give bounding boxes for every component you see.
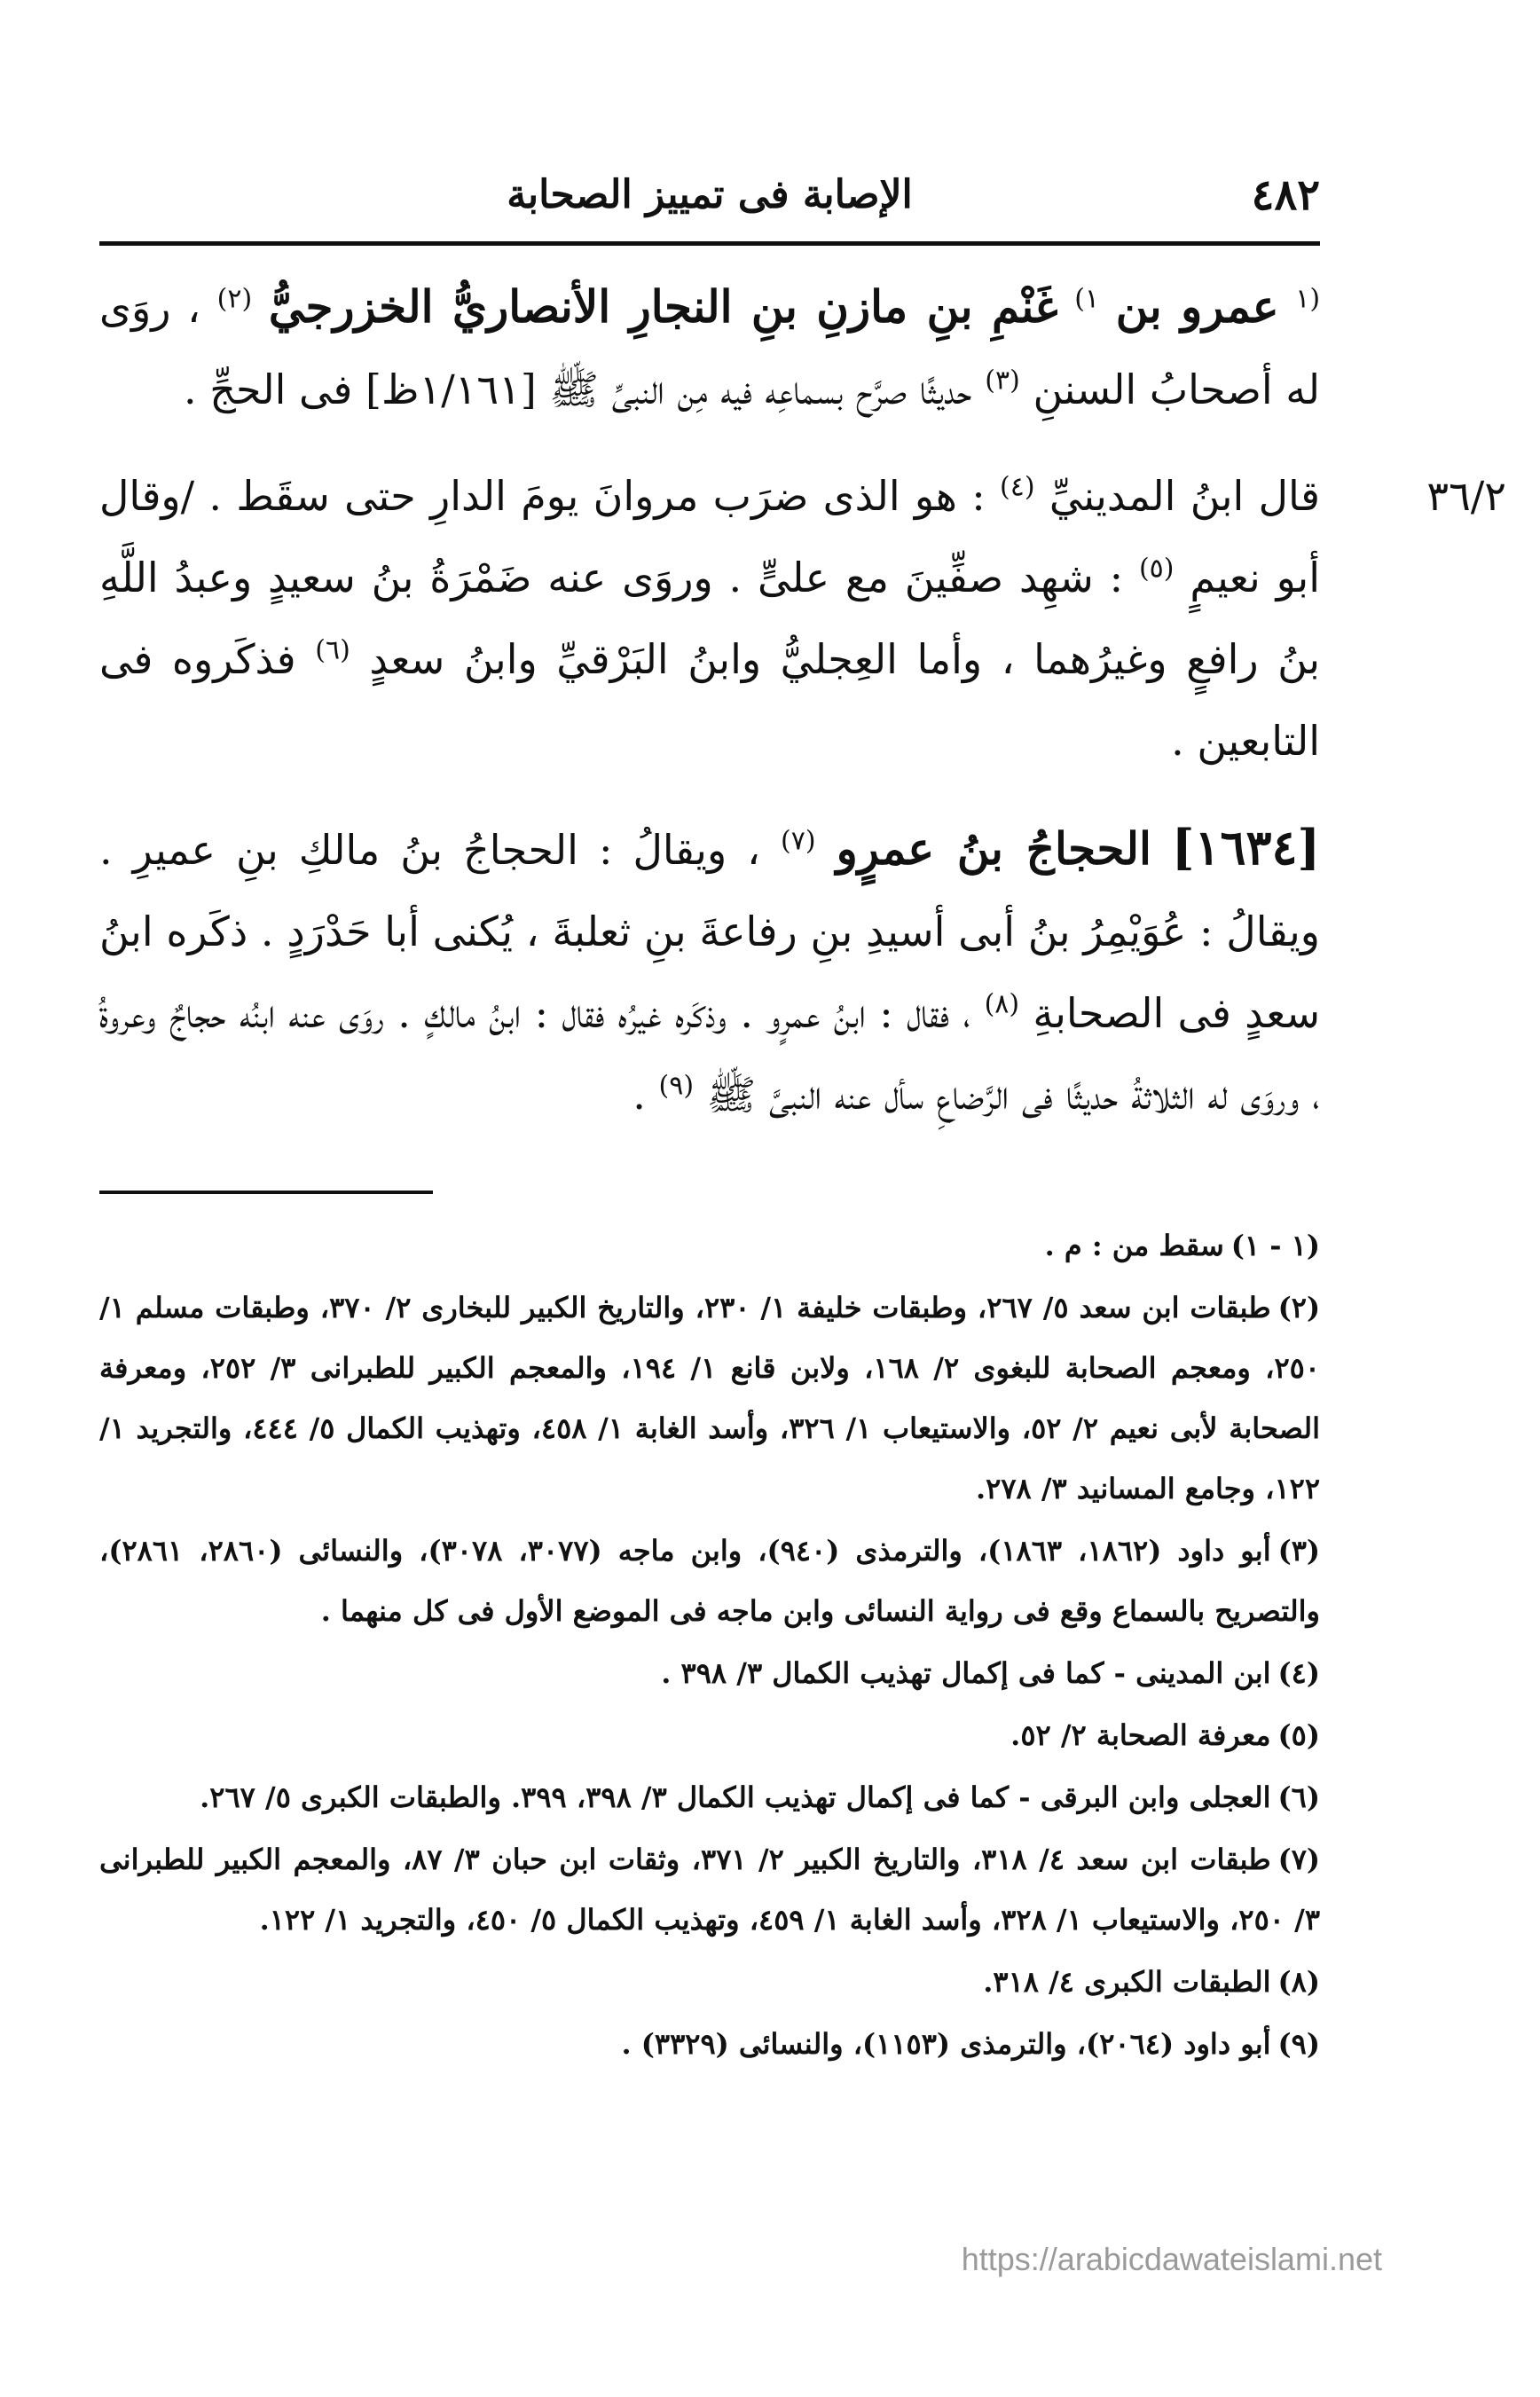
paragraph-text: . [632,1071,646,1119]
footnote [99,1829,1320,1950]
footnote-ref-9: (٩) [658,1070,695,1102]
watermark-url: https://arabicdawateislami.net [961,2241,1382,2277]
footnote-number: (٩) [1277,2027,1320,2061]
footnote-text: طبقات ابن سعد ٤/ ٣١٨، والتاريخ الكبير ٢/ ٣٧١، وثقات ابن حبان ٣/ ٨٧، والمعجم الكبير للطبرانى ٣/ ٢٥٠، والاستيعاب ١/ ٣٢٨، وأسد الغابة ١/ ٤٥٩، وتهذيب الكمال ٥/ ٤٥٠، والتجريد ١/ ١٢٢. [99,1843,1320,1937]
entry-number: [١٦٣٤] [1171,819,1321,876]
paragraph-text: قال ابنُ المدينيِّ [1049,472,1321,520]
footnote-ref-1-open: (١ [1295,283,1321,315]
paragraph-text: : هو الذى ضرَب مروانَ يومَ الدارِ حتى سقَط . /وقال أبو نعيمٍ [99,472,1321,601]
paragraph-text: ، روَى له أصحابُ السننِ [99,284,1320,413]
footnote [99,1767,1320,1827]
footnote-text: أبو داود (٢٠٦٤)، والترمذى (١١٥٣)، والنسائى (٣٣٢٩) . [621,2027,1271,2061]
footnote-text: معرفة الصحابة ٢/ ٥٢. [1010,1718,1271,1752]
footnote-ref-7: (٧) [781,825,816,857]
margin-reference: ٣٦/٢ [1426,472,1506,520]
footnote-ref-2: (٢) [216,283,253,315]
running-header [99,160,1320,231]
footnote [99,1705,1320,1765]
running-title: الإصابة فى تمييز الصحابة [507,172,913,217]
footnote [99,1521,1320,1641]
page-number: ٤٨٢ [1251,170,1320,220]
footnote-text: أبو داود (١٨٦٢، ١٨٦٣)، والترمذى (٩٤٠)، وابن ماجه (٣٠٧٧، ٣٠٧٨)، والنسائى (٢٨٦٠، ٢٨٦١)، والتصريح بالسماع وقع فى رواية النسائى وابن ماجه فى الموضع الأول فى كل منهما . [99,1534,1320,1628]
entry-lemma: الحجاجُ بنُ عمرٍو [836,822,1151,875]
paragraph-text: ، فقال : ابنُ عمرٍو . وذكَره غيرُه فقال : ابنُ مالكٍ . روَى عنه ابنُه حجاجٌ وعروةُ ، وروَى له الثلاثةُ حديثًا فى الرَّضاعِ سأل عنه النبىَّ ﷺ [99,989,1320,1119]
footnote-number: (٨) [1277,1965,1320,1999]
footnote-text: ابن المدينى - كما فى إكمال تهذيب الكمال ٣/ ٣٩٨ . [661,1656,1271,1690]
footnote-ref-6: (٦) [315,634,350,666]
footnote-number: (١ - ١) [1230,1229,1320,1262]
footnote-number: (٧) [1277,1843,1321,1876]
paragraph-ibn-madini [99,455,1506,782]
footnote-text: العجلى وابن البرقى - كما فى إكمال تهذيب الكمال ٣/ ٣٩٨، ٣٩٩. والطبقات الكبرى ٥/ ٢٦٧. [200,1780,1271,1814]
footnote [99,2014,1320,2074]
paragraph-text: : شهِد صفِّينَ مع علىٍّ . وروَى عنه ضَمْرَةُ بنُ سعيدٍ وعبدُ اللَّهِ بنُ رافعٍ وغيرُهما ، وأما العِجليُّ وابنُ البَرْقيِّ وابنُ سعدٍ [99,554,1321,683]
footnote-ref-1-close: ١) [1074,283,1100,315]
footnote [99,1952,1320,2012]
footnote-number: (٣) [1277,1534,1321,1568]
paragraph-text: حديثًا صرَّح بسماعِه فيه مِن النبىِّ ﷺ [١/١٦١ظ] فى الحجِّ . [184,365,972,413]
header-rule [99,241,1320,246]
footnotes [99,1215,1320,2076]
entry-paragraph-hajjaj [99,806,1320,1136]
footnote-ref-5: (٥) [1138,553,1175,585]
paragraph-text: ، ويقالُ : الحجاجُ بنُ مالكِ بنِ عميرِ . ويقالُ : عُوَيْمِرُ بنُ أبى أسيدِ بنِ رفاعةَ بنِ ثعلبةَ ، يُكنى أبا حَدْرَدٍ . ذكَره ابنُ سعدٍ فى الصحابةِ [99,826,1321,1037]
footnote-number: (٦) [1277,1780,1320,1814]
lemma-part-2: غَنْمِ بنِ مازنِ بنِ النجارِ الأنصاريُّ الخزرجيُّ [268,280,1058,333]
footnote-ref-3: (٣) [985,365,1020,397]
footnote-text: سقط من : م . [1044,1229,1224,1262]
entry-paragraph-amr [99,266,1320,430]
footnotes-separator [99,1191,433,1194]
footnote-ref-8: (٨) [984,988,1020,1020]
main-text [99,266,1506,1160]
footnote [99,1643,1320,1703]
footnote-text: طبقات ابن سعد ٥/ ٢٦٧، وطبقات خليفة ١/ ٢٣٠، والتاريخ الكبير للبخارى ٢/ ٣٧٠، وطبقات مسلم ١/ ٢٥٠، ومعجم الصحابة للبغوى ٢/ ١٦٨، ولابن قانع ١/ ١٩٤، والمعجم الكبير للطبرانى ٣/ ٢٥٢، ومعرفة الصحابة لأبى نعيم ٢/ ٥٢، والاستيعاب ١/ ٣٢٦، وأسد الغابة ١/ ٤٥٨، وتهذيب الكمال ٥/ ٤٤٤، والتجريد ١/ ١٢٢، وجامع المسانيد ٣/ ٢٧٨. [99,1291,1321,1505]
paragraph-text: فذكَروه فى التابعين . [99,635,1320,765]
lemma-part-1: عمرو بن [1115,280,1279,333]
footnote [99,1215,1320,1276]
footnote-text: الطبقات الكبرى ٤/ ٣١٨. [983,1965,1271,1999]
footnote-ref-4: (٤) [1000,471,1035,503]
footnote-number: (٢) [1277,1291,1321,1324]
footnote [99,1277,1320,1519]
footnote-number: (٥) [1277,1718,1320,1752]
footnote-number: (٤) [1277,1656,1320,1690]
